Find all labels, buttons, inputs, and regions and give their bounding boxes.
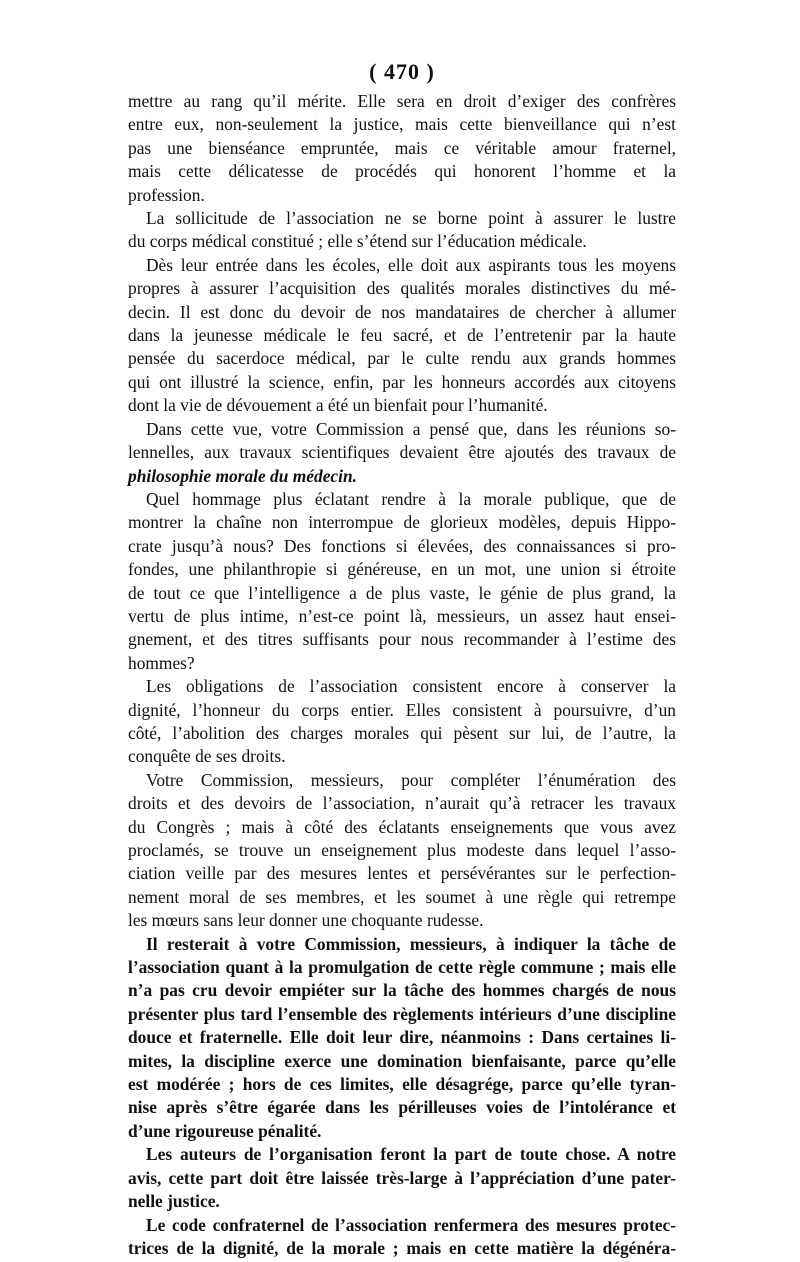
- text-line: fondes, une philanthropie si généreuse, en un mot, une union si étroite: [128, 559, 676, 580]
- text-line: douce et fraternelle. Elle doit leur dire, néanmoins : Dans certaines li-: [128, 1027, 676, 1048]
- text-line: Les obligations de l’association consistent encore à conserver la: [146, 676, 676, 697]
- text-line: est modérée ; hors de ces limites, elle désagrége, parce qu’elle tyran-: [128, 1074, 676, 1095]
- text-line: Le code confraternel de l’association renfermera des mesures protec-: [146, 1214, 676, 1235]
- text-line: entre eux, non-seulement la justice, mais cette bienveillance qui n’est: [128, 114, 676, 135]
- text-line: du Congrès ; mais à côté des éclatants enseignements que vous avez: [128, 816, 676, 837]
- text-line: La sollicitude de l’association ne se borne point à assurer le lustre: [146, 208, 676, 229]
- text-line: dignité, l’honneur du corps entier. Elles consistent à poursuivre, d’un: [128, 699, 676, 720]
- text-line: présenter plus tard l’ensemble des règlements intérieurs d’une discipline: [128, 1003, 676, 1024]
- text-line: profession.: [128, 184, 205, 205]
- text-line: conquête de ses droits.: [128, 746, 286, 767]
- text-line: qui ont illustré la science, enfin, par les honneurs accordés aux citoyens: [128, 371, 676, 392]
- text-line: du corps médical constitué ; elle s’étend sur l’éducation médicale.: [128, 231, 587, 252]
- text-line: Dès leur entrée dans les écoles, elle doit aux aspirants tous les moyens: [146, 254, 676, 275]
- text-line: decin. Il est donc du devoir de nos mandataires de chercher à allumer: [128, 301, 676, 322]
- paragraph-3: [128, 254, 676, 418]
- text-line: Les auteurs de l’organisation feront la part de toute chose. A notre: [146, 1144, 676, 1165]
- paragraph-2: [128, 207, 676, 254]
- text-line: Votre Commission, messieurs, pour compléter l’énumération des: [146, 769, 676, 790]
- page-number: ( 470 ): [369, 59, 435, 84]
- text-line: montrer la chaîne non interrompue de glorieux modèles, depuis Hippo-: [128, 512, 676, 533]
- text-line: Dans cette vue, votre Commission a pensé que, dans les réunions so-: [146, 418, 676, 439]
- text-line: dont la vie de dévouement a été un bienfait pour l’humanité.: [128, 395, 548, 416]
- text-line: trices de la dignité, de la morale ; mais en cette matière la dégénéra-: [128, 1237, 676, 1258]
- paragraph-9: [128, 1143, 676, 1213]
- text-line: gnement, et des titres suffisants pour nous recommander à l’estime des: [128, 629, 676, 650]
- text-line: Quel hommage plus éclatant rendre à la morale publique, que de: [146, 488, 676, 509]
- text-line: l’association quant à la promulgation de cette règle commune ; mais elle: [128, 957, 676, 978]
- text-line: crate jusqu’à nous? Des fonctions si élevées, des connaissances si pro-: [128, 535, 676, 556]
- text-line: n’a pas cru devoir empiéter sur la tâche des hommes chargés de nous: [128, 980, 676, 1001]
- text-line: dans la jeunesse médicale le feu sacré, et de l’entretenir par la haute: [128, 325, 676, 346]
- text-line: nement moral de ses membres, et les soumet à une règle qui retrempe: [128, 886, 676, 907]
- text-line: Il resterait à votre Commission, messieurs, à indiquer la tâche de: [146, 933, 676, 954]
- text-line: les mœurs sans leur donner une choquante rudesse.: [128, 910, 484, 931]
- text-line: vertu de plus intime, n’est-ce point là, messieurs, un assez haut ensei-: [128, 605, 676, 626]
- text-line: droits et des devoirs de l’association, n’aurait qu’à retracer les travaux: [128, 793, 676, 814]
- paragraph-10: [128, 1214, 676, 1261]
- paragraph-1: [128, 90, 676, 207]
- text-line: d’une rigoureuse pénalité.: [128, 1120, 322, 1141]
- paragraph-7: [128, 769, 676, 933]
- text-line: mettre au rang qu’il mérite. Elle sera en droit d’exiger des confrères: [128, 91, 676, 111]
- text-line: nelle justice.: [128, 1191, 220, 1212]
- text-line: avis, cette part doit être laissée très-large à l’appréciation d’une pater-: [128, 1167, 676, 1188]
- text-line: côté, l’abolition des charges morales qui pèsent sur lui, de l’autre, la: [128, 722, 676, 743]
- text-line: pensée du sacerdoce médical, par le culte rendu aux grands hommes: [128, 348, 676, 369]
- book-page: [128, 58, 676, 1260]
- text-line: nise après s’être égarée dans les périlleuses voies de l’intolérance et: [128, 1097, 676, 1118]
- text-line: hommes?: [128, 652, 195, 673]
- text-line: pas une bienséance empruntée, mais ce véritable amour fraternel,: [128, 137, 676, 158]
- text-line: de tout ce que l’intelligence a de plus vaste, le génie de plus grand, la: [128, 582, 676, 603]
- text-line: propres à assurer l’acquisition des qualités morales distinctives du mé-: [128, 278, 676, 299]
- text-line: ciation veille par des mesures lentes et persévérantes sur le perfection-: [128, 863, 676, 884]
- text-line: mites, la discipline exerce une domination bienfaisante, parce qu’elle: [128, 1050, 676, 1071]
- paragraph-4: [128, 418, 676, 488]
- italic-text-line: philosophie morale du médecin.: [128, 465, 357, 486]
- paragraph-6: [128, 675, 676, 769]
- text-line: mais cette délicatesse de procédés qui honorent l’homme et la: [128, 161, 676, 182]
- text-line: proclamés, se trouve un enseignement plus modeste dans lequel l’asso-: [128, 840, 676, 860]
- paragraph-8: [128, 933, 676, 1144]
- paragraph-5: [128, 488, 676, 675]
- text-line: lennelles, aux travaux scientifiques devaient être ajoutés des travaux de: [128, 442, 676, 463]
